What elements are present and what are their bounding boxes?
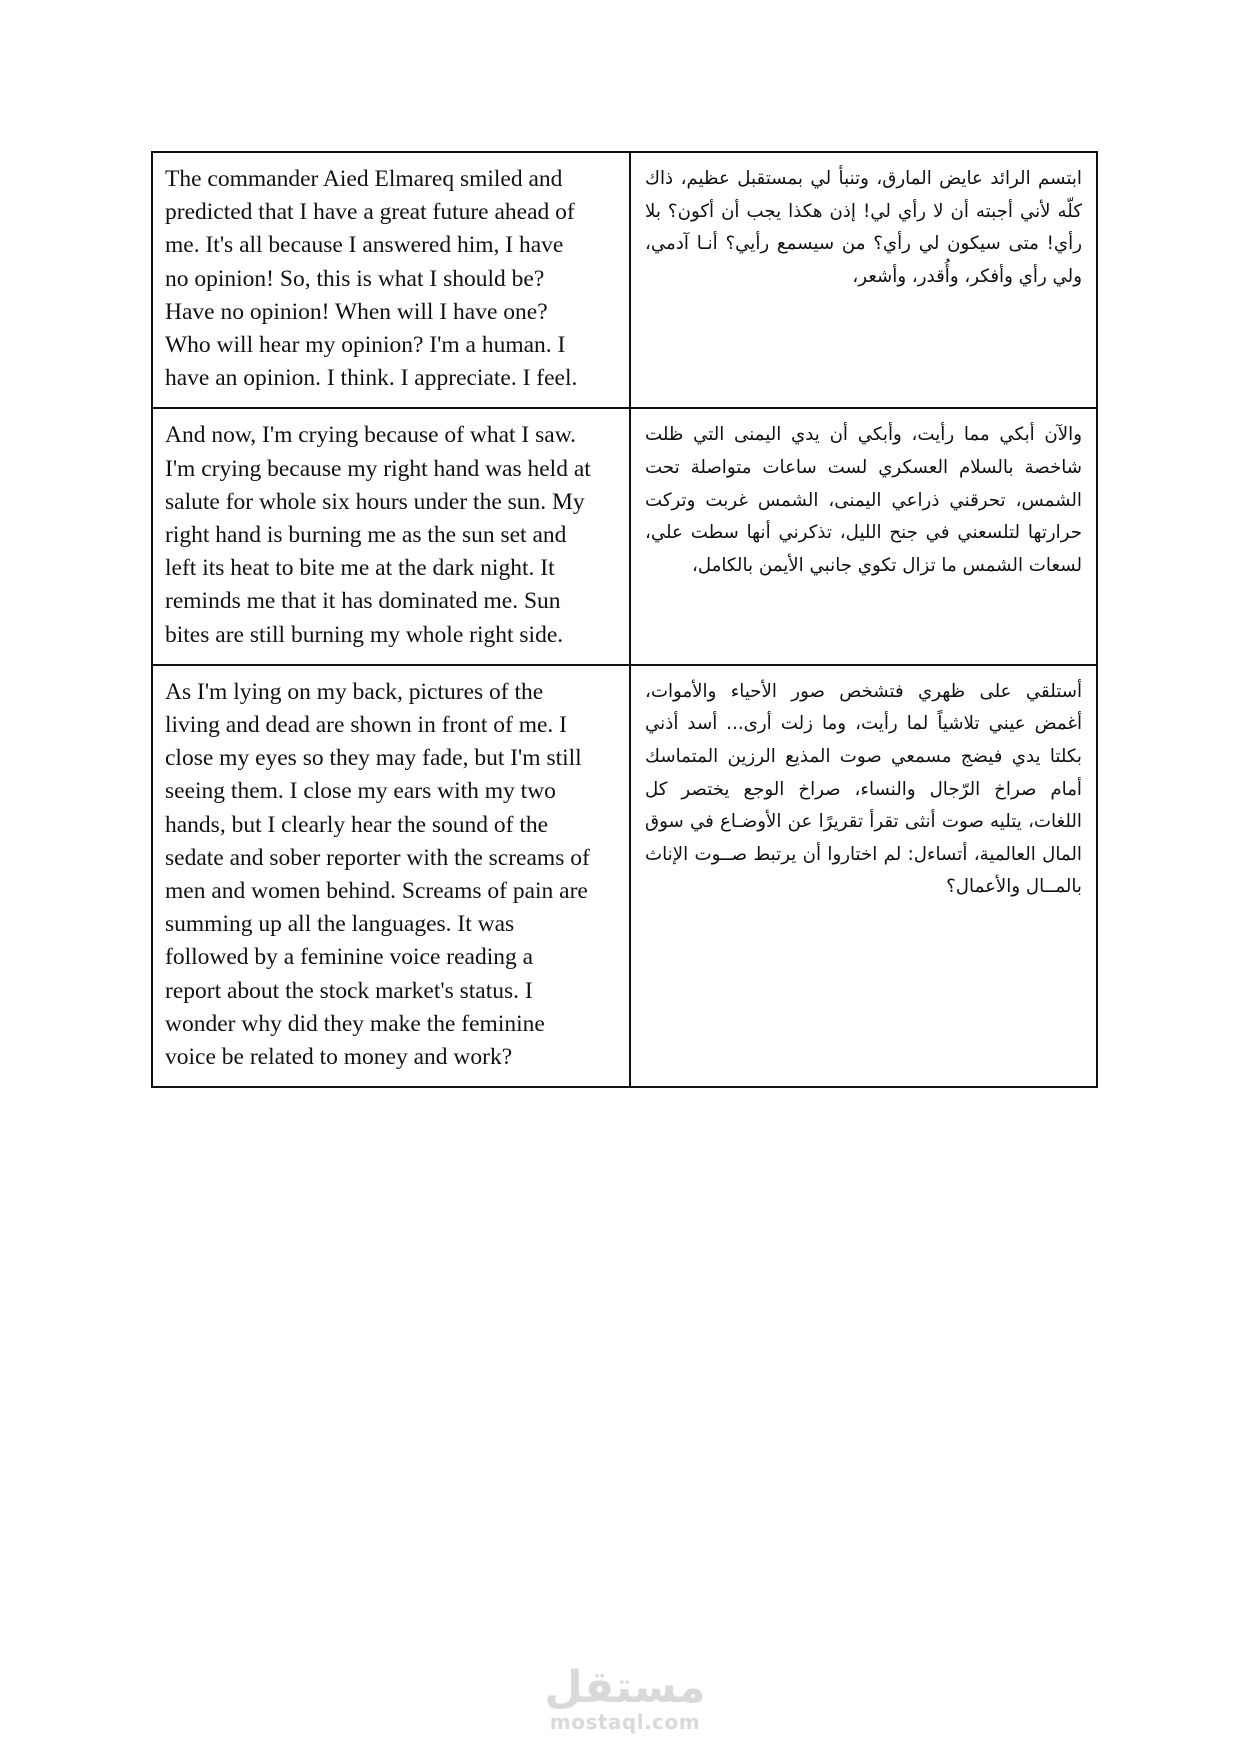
watermark-logo-latin: mostaql.com [549,1710,701,1734]
translation-table [151,151,1098,1088]
arabic-cell: ابتسم الرائد عايض المارق، وتنبأ لي بمستقبل عظيم، ذاك كلّه لأني أجبته أن لا رأي لي! إذن هكذا يجب أن أكون؟ بلا رأي! متى سيكون لي رأي؟ من سيسمع رأيي؟ أنـا آدمي، ولي رأي وأفكر، وأُقدر، وأشعر، [630,152,1097,408]
arabic-cell: أستلقي على ظهري فتشخص صور الأحياء والأموات، أغمض عيني تلاشياً لما رأيت، وما زلت أرى... أسد أذني بكلتا يدي فيضج مسمعي صوت المذيع الرزين المتماسك أمام صراخ الرّجال والنساء، صراخ الوجع يختصر كل اللغات، يتليه صوت أنثى تقرأ تقريرًا عن الأوضـاع في سوق المال العالمية، أتساءل: لم اختاروا أن يرتبط صــوت الإناث بالمــال والأعمال؟ [630,665,1097,1087]
english-cell: The commander Aied Elmareq smiled and predicted that I have a great future ahead of me. It's all because I answered him, I have no opinion! So, this is what I should be? Have no opinion! When will I have one? Who will hear my opinion? I'm a human. I have an opinion. I think. I appreciate. I feel. [152,152,630,408]
english-cell: And now, I'm crying because of what I saw. I'm crying because my right hand was held at salute for whole six hours under the sun. My right hand is burning me as the sun set and left its heat to bite me at the dark night. It reminds me that it has dominated me. Sun bites are still burning my whole right side. [152,408,630,664]
watermark-logo-arabic: مستقل [544,1662,706,1713]
english-cell: As I'm lying on my back, pictures of the living and dead are shown in front of me. I close my eyes so they may fade, but I'm still seeing them. I close my ears with my two hands, but I clearly hear the sound of the sedate and sober reporter with the screams of men and women behind. Screams of pain are summing up all the languages. It was followed by a feminine voice reading a report about the stock market's status. I wonder why did they make the feminine voice be related to money and work? [152,665,630,1087]
mostaql-watermark [540,1662,710,1734]
table-row [152,152,1097,408]
arabic-cell: والآن أبكي مما رأيت، وأبكي أن يدي اليمنى التي ظلت شاخصة بالسلام العسكري لست ساعات متواصلة تحت الشمس، تحرقني ذراعي اليمنى، الشمس غربت وتركت حرارتها لتلسعني في جنح الليل، تذكرني أنها سطت علي، لسعات الشمس ما تزال تكوي جانبي الأيمن بالكامل، [630,408,1097,664]
table-row [152,408,1097,664]
table-row [152,665,1097,1087]
